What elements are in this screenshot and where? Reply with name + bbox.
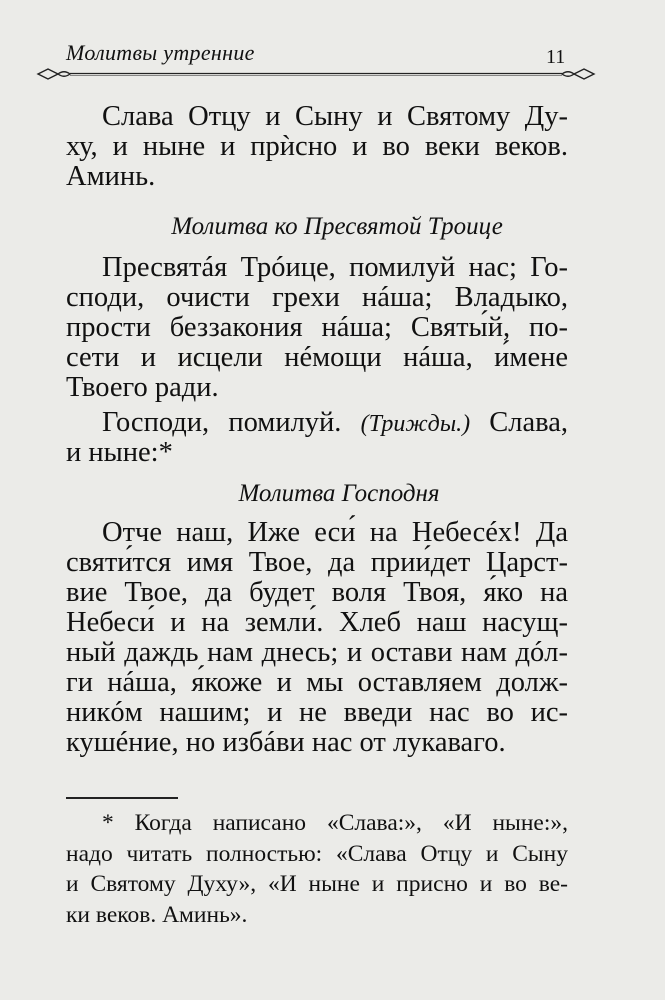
footnote-line: надо читать полностью: «Слава Отцу и Сыну bbox=[66, 840, 568, 867]
footnote-line: и Святому Духу», «И ныне и присно и во ве- bbox=[66, 871, 568, 897]
prayer-heading-trinity: Молитва ко Пресвятой Троице bbox=[171, 213, 503, 240]
text-line: кушéние, но избáви нас от лукаваго. bbox=[66, 727, 506, 758]
text-line: Аминь. bbox=[66, 161, 156, 192]
text-line: Твоего ради. bbox=[66, 372, 219, 403]
text-line: Отче наш, Иже еси́ на Небесéх! Да bbox=[102, 517, 568, 548]
rubric-thrice: (Трижды.) bbox=[360, 411, 471, 437]
text-line: Слава Отцу и Сыну и Святому Ду- bbox=[102, 101, 568, 132]
text-line bbox=[66, 408, 568, 438]
paragraph-lord-have-mercy bbox=[66, 408, 568, 468]
text-line: Небеси́ и на земли́. Хлеб наш насущ- bbox=[66, 607, 568, 638]
text-line: святи́тся имя Твое, да прии́дет Царст- bbox=[66, 547, 568, 578]
page-number: 11 bbox=[546, 46, 566, 68]
paragraph-gloria bbox=[66, 102, 568, 192]
text-line: вие Твое, да будет воля Твоя, я́ко на bbox=[66, 577, 568, 608]
text-line: прости беззакония нáша; Святы́й, по- bbox=[66, 312, 568, 343]
text-line: ху, и ныне и прѝсно и во веки веков. bbox=[66, 131, 568, 162]
text-line: Пресвятáя Трóице, помилуй нас; Го- bbox=[102, 252, 568, 283]
text-line: сети и исцели нéмощи нáша, и́мене bbox=[66, 342, 568, 373]
text-line: ный даждь нам днесь; и остави нам дóл- bbox=[66, 637, 568, 668]
footnote-line: * Когда написано «Слава:», «И ныне:», bbox=[102, 810, 568, 836]
prayer-heading-lords-prayer: Молитва Господня bbox=[238, 480, 440, 507]
text-line: споди, очисти грехи нáша; Владыко, bbox=[66, 282, 568, 313]
footnote-line: ки веков. Аминь». bbox=[66, 901, 248, 928]
text-run: Слава, bbox=[470, 407, 568, 438]
header-ornamental-rule bbox=[36, 66, 596, 82]
paragraph-trinity-prayer bbox=[66, 253, 568, 403]
footnote bbox=[66, 808, 568, 930]
text-line: никóм нашим; и не введи нас во ис- bbox=[66, 697, 568, 728]
running-title: Молитвы утренние bbox=[66, 40, 255, 65]
text-run: Господи, помилуй. bbox=[102, 407, 361, 438]
text-line: и ныне:* bbox=[66, 437, 173, 468]
footnote-divider bbox=[66, 797, 178, 799]
paragraph-lords-prayer bbox=[66, 518, 568, 758]
text-line: ги нáша, я́коже и мы оставляем долж- bbox=[66, 667, 568, 698]
